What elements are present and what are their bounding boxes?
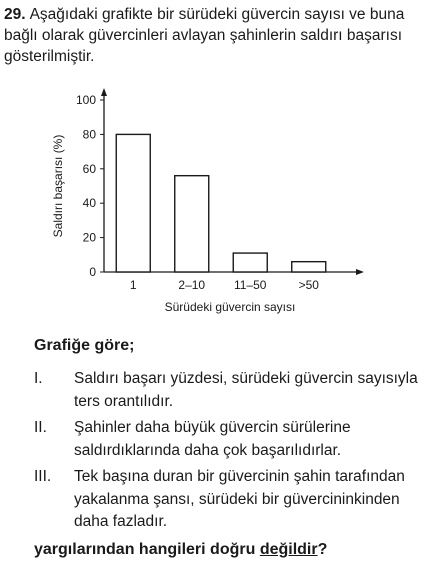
question-text: Aşağıdaki grafikte bir sürüdeki güvercin sayısı ve buna bağlı olarak güvercinleri avlayan şahinlerin saldırı başarısı gösterilmiştir.: [4, 6, 405, 65]
final-question-emphasis: değildir: [259, 541, 318, 558]
statement-text: Şahinler daha büyük güvercin sürülerine saldırdıklarında daha çok başarılıdırlar.: [74, 419, 351, 459]
x-tick-label: 2–10: [178, 278, 206, 292]
statement-numeral: III.: [34, 468, 52, 485]
y-tick-label: 40: [82, 196, 96, 211]
bar: [175, 176, 209, 272]
statement-list: [34, 368, 430, 538]
statement-1: [34, 368, 430, 413]
x-tick-label: 1: [129, 278, 137, 292]
y-tick-label: 60: [82, 161, 96, 176]
x-tick-label: 11–50: [234, 278, 267, 292]
final-question-mark: ?: [317, 541, 328, 558]
y-axis-arrow: [101, 88, 107, 96]
statement-text: Tek başına duran bir güvercinin şahin tarafından yakalanma şansı, sürüdeki bir güvercininkinden daha fazladır.: [74, 468, 405, 530]
y-tick-label: 0: [89, 265, 96, 279]
statement-2: [34, 417, 430, 462]
bar: [116, 134, 150, 272]
final-question-text: yargılarından hangileri doğru: [34, 541, 260, 558]
final-question: [34, 541, 327, 559]
y-axis-label: Saldırı başarısı (%): [51, 134, 65, 238]
y-tick-label: 100: [75, 93, 96, 107]
question-prompt: Grafiğe göre;: [34, 337, 135, 354]
bar: [292, 262, 326, 272]
statement-text: Saldırı başarı yüzdesi, sürüdeki güvercin sayısıyla ters orantılıdır.: [74, 370, 418, 410]
x-axis-label: Sürüdeki güvercin sayısı: [164, 300, 296, 314]
question-number: 29.: [4, 6, 26, 23]
statement-numeral: II.: [34, 419, 47, 436]
statement-numeral: I.: [34, 370, 43, 387]
y-tick-label: 20: [82, 230, 96, 245]
statement-3: [34, 466, 430, 534]
x-axis-arrow: [356, 269, 364, 275]
x-tick-label: >50: [298, 278, 319, 292]
y-tick-label: 80: [82, 127, 96, 142]
bar: [233, 253, 267, 272]
